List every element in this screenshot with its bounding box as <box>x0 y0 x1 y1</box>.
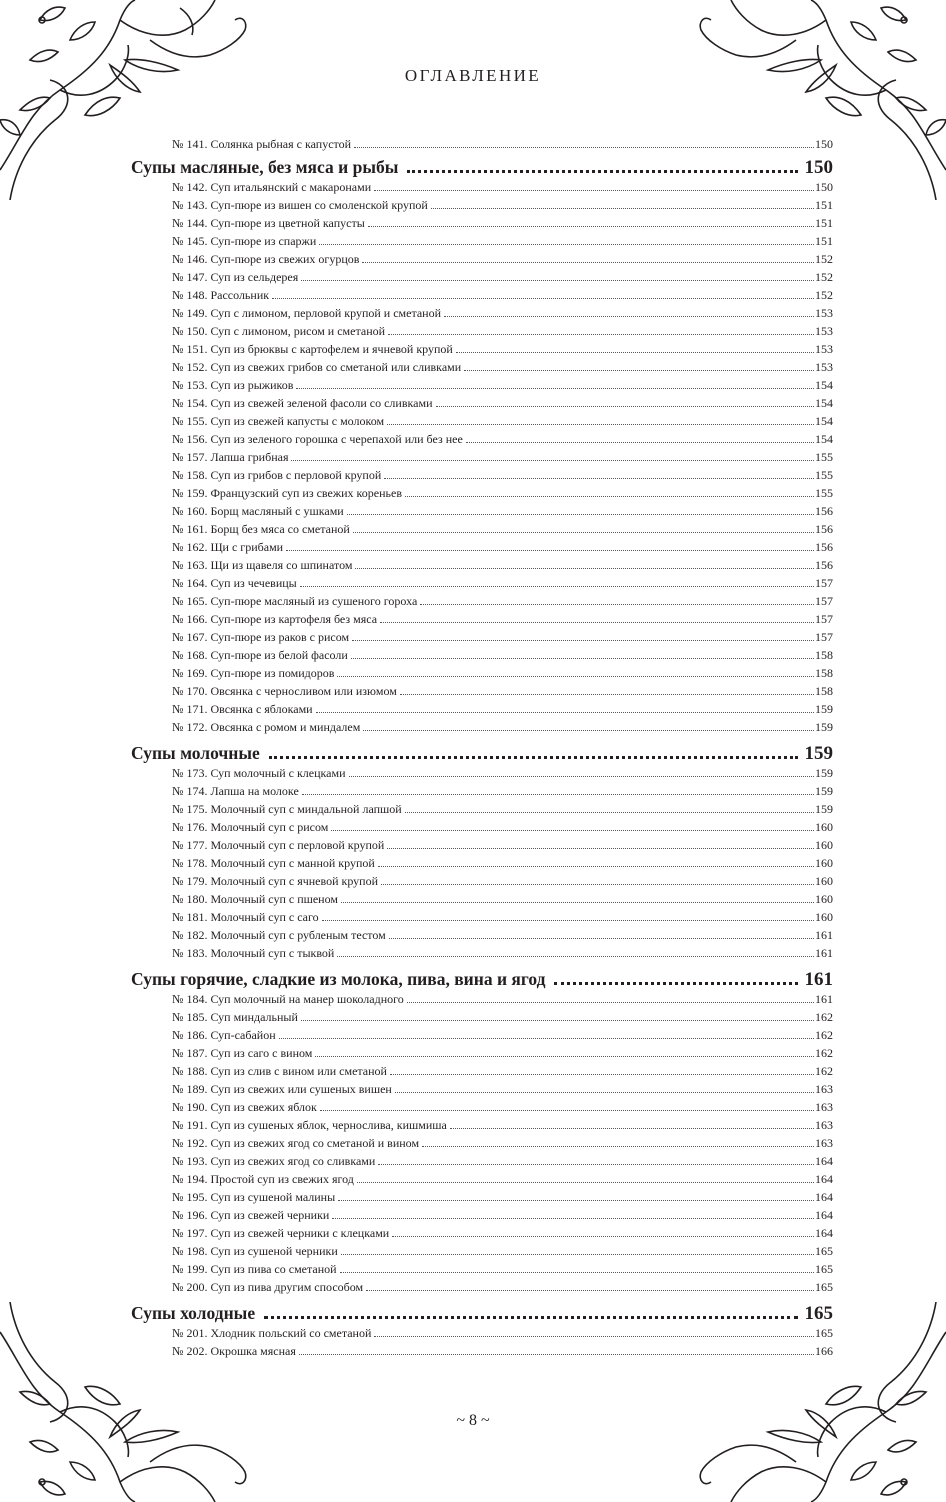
entry-title: № 167. Суп-пюре из раков с рисом <box>172 630 350 644</box>
page-ref: 151 <box>815 234 833 248</box>
entry-title: № 187. Суп из саго с вином <box>172 1046 313 1060</box>
dot-leader <box>315 1056 814 1057</box>
entry-title: № 185. Суп миндальный <box>172 1010 298 1024</box>
toc-entry[interactable] <box>131 340 833 358</box>
page-ref: 155 <box>815 468 833 482</box>
page-ref: 160 <box>815 910 833 924</box>
dot-leader <box>407 170 797 173</box>
toc-entry[interactable] <box>131 718 833 736</box>
toc-entry[interactable] <box>131 376 833 394</box>
page-ref: 153 <box>815 306 833 320</box>
toc-entry[interactable] <box>131 836 833 854</box>
toc-entry[interactable] <box>131 854 833 872</box>
dot-leader <box>279 1038 814 1039</box>
dot-leader <box>272 298 814 299</box>
page-ref: 161 <box>804 969 833 990</box>
toc-entry[interactable] <box>131 800 833 818</box>
toc-entry[interactable] <box>131 358 833 376</box>
entry-title: № 189. Суп из свежих или сушеных вишен <box>172 1082 392 1096</box>
page-ref: 156 <box>815 558 833 572</box>
dot-leader <box>347 514 814 515</box>
page-ref: 159 <box>815 766 833 780</box>
dot-leader <box>368 226 814 227</box>
dot-leader <box>422 1146 814 1147</box>
dot-leader <box>331 830 814 831</box>
entry-title: № 150. Суп с лимоном, рисом и сметаной <box>172 324 386 338</box>
page-ref: 155 <box>815 450 833 464</box>
toc-entry[interactable] <box>131 1062 833 1080</box>
entry-title: № 159. Французский суп из свежих кореньев <box>172 486 402 500</box>
page-ref: 160 <box>815 892 833 906</box>
entry-title: № 199. Суп из пива со сметаной <box>172 1262 337 1276</box>
page-ref: 150 <box>804 157 833 178</box>
dot-leader <box>301 280 814 281</box>
toc-entry[interactable] <box>131 502 833 520</box>
entry-title: № 179. Молочный суп с ячневой крупой <box>172 874 379 888</box>
dot-leader <box>366 1290 814 1291</box>
toc-entry[interactable] <box>131 538 833 556</box>
toc-entry[interactable] <box>131 990 833 1008</box>
toc-entry[interactable] <box>131 664 833 682</box>
toc-entry[interactable] <box>131 1170 833 1188</box>
entry-title: № 190. Суп из свежих яблок <box>172 1100 317 1114</box>
page-ref: 151 <box>815 198 833 212</box>
entry-title: № 197. Суп из свежей черники с клецками <box>172 1226 390 1240</box>
page-ref: 154 <box>815 414 833 428</box>
page-ref: 162 <box>815 1010 833 1024</box>
page-ref: 153 <box>815 342 833 356</box>
page-ref: 154 <box>815 432 833 446</box>
entry-title: № 188. Суп из слив с вином или сметаной <box>172 1064 387 1078</box>
toc-entry[interactable] <box>131 628 833 646</box>
section-title: Супы холодные <box>131 1303 256 1323</box>
entry-title: № 166. Суп-пюре из картофеля без мяса <box>172 612 378 626</box>
entry-title: № 162. Щи с грибами <box>172 540 284 554</box>
page-ref: 164 <box>815 1172 833 1186</box>
dot-leader <box>444 316 814 317</box>
toc-entry[interactable] <box>131 1098 833 1116</box>
dot-leader <box>362 262 814 263</box>
dot-leader <box>400 694 814 695</box>
dot-leader <box>322 920 814 921</box>
toc-entry[interactable] <box>131 818 833 836</box>
page-ref: 158 <box>815 684 833 698</box>
toc-entry[interactable] <box>131 926 833 944</box>
toc-entry[interactable] <box>131 484 833 502</box>
page-ref: 163 <box>815 1118 833 1132</box>
page-ref: 164 <box>815 1190 833 1204</box>
page-ref: 151 <box>815 216 833 230</box>
page-ref: 162 <box>815 1028 833 1042</box>
toc-entry[interactable] <box>131 250 833 268</box>
page-ref: 164 <box>815 1154 833 1168</box>
toc-section-heading[interactable] <box>131 742 833 764</box>
toc-entry[interactable] <box>131 448 833 466</box>
toc-entry[interactable] <box>131 1026 833 1044</box>
entry-title: № 196. Суп из свежей черники <box>172 1208 330 1222</box>
entry-title: № 186. Суп-сабайон <box>172 1028 276 1042</box>
toc-entry[interactable] <box>131 178 833 196</box>
dot-leader <box>387 424 814 425</box>
toc-entry[interactable] <box>131 1044 833 1062</box>
entry-title: № 154. Суп из свежей зеленой фасоли со сливками <box>172 396 433 410</box>
toc-entry[interactable] <box>131 944 833 962</box>
toc-entry[interactable] <box>131 214 833 232</box>
entry-title: № 183. Молочный суп с тыквой <box>172 946 335 960</box>
dot-leader <box>291 460 814 461</box>
dot-leader <box>466 442 814 443</box>
page-ref: 162 <box>815 1064 833 1078</box>
entry-title: № 182. Молочный суп с рубленым тестом <box>172 928 386 942</box>
dot-leader <box>338 1200 814 1201</box>
toc-entry[interactable] <box>131 610 833 628</box>
entry-title: № 178. Молочный суп с манной крупой <box>172 856 375 870</box>
toc-entry[interactable] <box>131 232 833 250</box>
page-ref: 156 <box>815 540 833 554</box>
page-ref: 159 <box>815 720 833 734</box>
entry-title: № 193. Суп из свежих ягод со сливками <box>172 1154 376 1168</box>
page-ref: 152 <box>815 252 833 266</box>
dot-leader <box>392 1236 814 1237</box>
dot-leader <box>464 370 814 371</box>
dot-leader <box>337 956 814 957</box>
toc-entry[interactable] <box>131 1116 833 1134</box>
entry-title: № 141. Солянка рыбная с капустой <box>172 137 352 151</box>
entry-title: № 165. Суп-пюре масляный из сушеного гороха <box>172 594 418 608</box>
dot-leader <box>363 730 814 731</box>
page-ref: 156 <box>815 504 833 518</box>
entry-title: № 163. Щи из щавеля со шпинатом <box>172 558 353 572</box>
dot-leader <box>286 550 814 551</box>
page-ref: 160 <box>815 856 833 870</box>
entry-title: № 174. Лапша на молоке <box>172 784 299 798</box>
toc-entry[interactable] <box>131 890 833 908</box>
entry-title: № 153. Суп из рыжиков <box>172 378 294 392</box>
entry-title: № 160. Борщ масляный с ушками <box>172 504 344 518</box>
page-ref: 157 <box>815 612 833 626</box>
entry-title: № 202. Окрошка мясная <box>172 1344 296 1358</box>
dot-leader <box>320 1110 814 1111</box>
page-ref: 165 <box>815 1244 833 1258</box>
section-title: Супы молочные <box>131 743 260 763</box>
dot-leader <box>301 1020 814 1021</box>
toc-entry[interactable] <box>131 520 833 538</box>
dot-leader <box>264 1316 797 1319</box>
entry-title: № 168. Суп-пюре из белой фасоли <box>172 648 348 662</box>
dot-leader <box>436 406 815 407</box>
section-title: Супы горячие, сладкие из молока, пива, вина и ягод <box>131 969 546 989</box>
entry-title: № 157. Лапша грибная <box>172 450 289 464</box>
dot-leader <box>341 1254 814 1255</box>
entry-title: № 152. Суп из свежих грибов со сметаной или сливками <box>172 360 462 374</box>
toc-entry[interactable] <box>131 268 833 286</box>
entry-title: № 155. Суп из свежей капусты с молоком <box>172 414 385 428</box>
page-ref: 159 <box>815 802 833 816</box>
dot-leader <box>407 1002 814 1003</box>
toc-entry[interactable] <box>131 1224 833 1242</box>
page-ref: 159 <box>815 702 833 716</box>
toc-section-heading[interactable] <box>131 156 833 178</box>
dot-leader <box>405 812 814 813</box>
toc-entry[interactable] <box>131 646 833 664</box>
entry-title: № 143. Суп-пюре из вишен со смоленской крупой <box>172 198 428 212</box>
page-ref: 158 <box>815 648 833 662</box>
toc-entry[interactable] <box>131 1080 833 1098</box>
toc-entry[interactable] <box>131 556 833 574</box>
page-ref: 165 <box>815 1326 833 1340</box>
dot-leader <box>380 622 814 623</box>
page-ref: 158 <box>815 666 833 680</box>
toc-entry[interactable] <box>131 1206 833 1224</box>
entry-title: № 173. Суп молочный с клецками <box>172 766 346 780</box>
dot-leader <box>387 848 814 849</box>
page-ref: 161 <box>815 928 833 942</box>
dot-leader <box>420 604 814 605</box>
toc-entry[interactable] <box>131 682 833 700</box>
entry-title: № 149. Суп с лимоном, перловой крупой и сметаной <box>172 306 442 320</box>
dot-leader <box>300 586 814 587</box>
toc-entry[interactable] <box>131 782 833 800</box>
page-ref: 163 <box>815 1082 833 1096</box>
entry-title: № 161. Борщ без мяса со сметаной <box>172 522 350 536</box>
toc-entry[interactable] <box>131 1134 833 1152</box>
page-ref: 166 <box>815 1344 833 1358</box>
page-ref: 150 <box>815 180 833 194</box>
entry-title: № 194. Простой суп из свежих ягод <box>172 1172 354 1186</box>
toc-entry[interactable] <box>131 764 833 782</box>
entry-title: № 147. Суп из сельдерея <box>172 270 299 284</box>
entry-title: № 200. Суп из пива другим способом <box>172 1280 364 1294</box>
toc-entry[interactable] <box>131 1152 833 1170</box>
entry-title: № 180. Молочный суп с пшеном <box>172 892 338 906</box>
toc-entry[interactable] <box>131 574 833 592</box>
page-ref: 157 <box>815 630 833 644</box>
page-ref: 159 <box>804 743 833 764</box>
page-ref: 160 <box>815 820 833 834</box>
page-ref: 163 <box>815 1100 833 1114</box>
dot-leader <box>337 676 814 677</box>
toc-section-heading[interactable] <box>131 1302 833 1324</box>
toc-entry[interactable] <box>131 466 833 484</box>
dot-leader <box>431 208 814 209</box>
page-title: ОГЛАВЛЕНИЕ <box>404 66 542 85</box>
dot-leader <box>357 1182 814 1183</box>
page-ref: 160 <box>815 838 833 852</box>
entry-title: № 172. Овсянка с ромом и миндалем <box>172 720 361 734</box>
entry-title: № 191. Суп из сушеных яблок, чернослива, кишмиша <box>172 1118 447 1132</box>
page-ref: 153 <box>815 324 833 338</box>
dot-leader <box>378 866 814 867</box>
page-ref: 165 <box>815 1262 833 1276</box>
dot-leader <box>340 1272 814 1273</box>
dot-leader <box>355 568 814 569</box>
dot-leader <box>390 1074 814 1075</box>
entry-title: № 146. Суп-пюре из свежих огурцов <box>172 252 360 266</box>
page-ref: 150 <box>815 137 833 151</box>
entry-title: № 151. Суп из брюквы с картофелем и ячневой крупой <box>172 342 453 356</box>
toc-entry[interactable] <box>131 1278 833 1296</box>
section-title: Супы масляные, без мяса и рыбы <box>131 157 399 177</box>
dot-leader <box>351 658 814 659</box>
entry-title: № 158. Суп из грибов с перловой крупой <box>172 468 382 482</box>
dot-leader <box>352 640 814 641</box>
toc-entry[interactable] <box>131 286 833 304</box>
toc-entry[interactable] <box>131 394 833 412</box>
dot-leader <box>341 902 814 903</box>
entry-title: № 198. Суп из сушеной черники <box>172 1244 338 1258</box>
entry-title: № 156. Суп из зеленого горошка с черепахой или без нее <box>172 432 463 446</box>
page-ref: 162 <box>815 1046 833 1060</box>
dot-leader <box>332 1218 814 1219</box>
dot-leader <box>381 884 814 885</box>
table-of-contents <box>131 135 833 1360</box>
dot-leader <box>388 334 814 335</box>
dot-leader <box>395 1092 814 1093</box>
entry-title: № 201. Хлодник польский со сметаной <box>172 1326 372 1340</box>
entry-title: № 177. Молочный суп с перловой крупой <box>172 838 385 852</box>
toc-entry[interactable] <box>131 1008 833 1026</box>
dot-leader <box>316 712 814 713</box>
dot-leader <box>374 190 814 191</box>
toc-entry[interactable] <box>131 1342 833 1360</box>
entry-title: № 145. Суп-пюре из спаржи <box>172 234 317 248</box>
entry-title: № 181. Молочный суп с саго <box>172 910 319 924</box>
toc-entry[interactable] <box>131 872 833 890</box>
page-ref: 156 <box>815 522 833 536</box>
dot-leader <box>296 388 814 389</box>
entry-title: № 195. Суп из сушеной малины <box>172 1190 336 1204</box>
page-ref: 154 <box>815 378 833 392</box>
toc-entry[interactable] <box>131 196 833 214</box>
entry-title: № 171. Овсянка с яблоками <box>172 702 313 716</box>
dot-leader <box>349 776 814 777</box>
entry-title: № 184. Суп молочный на манер шоколадного <box>172 992 404 1006</box>
entry-title: № 170. Овсянка с черносливом или изюмом <box>172 684 397 698</box>
dot-leader <box>450 1128 814 1129</box>
toc-entry[interactable] <box>131 908 833 926</box>
entry-title: № 175. Молочный суп с миндальной лапшой <box>172 802 402 816</box>
page-ref: 161 <box>815 992 833 1006</box>
dot-leader <box>405 496 814 497</box>
dot-leader <box>354 147 814 148</box>
page-ref: 163 <box>815 1136 833 1150</box>
page-ref: 152 <box>815 288 833 302</box>
dot-leader <box>456 352 814 353</box>
page-ref: 153 <box>815 360 833 374</box>
entry-title: № 164. Суп из чечевицы <box>172 576 297 590</box>
page-number: ~ 8 ~ <box>456 1412 490 1429</box>
dot-leader <box>554 982 797 985</box>
page-ref: 165 <box>804 1303 833 1324</box>
toc-entry[interactable] <box>131 1324 833 1342</box>
toc-entry[interactable] <box>131 412 833 430</box>
entry-title: № 148. Рассольник <box>172 288 270 302</box>
entry-title: № 144. Суп-пюре из цветной капусты <box>172 216 365 230</box>
page-ref: 157 <box>815 576 833 590</box>
toc-entry[interactable] <box>131 135 833 153</box>
toc-section-heading[interactable] <box>131 968 833 990</box>
entry-title: № 192. Суп из свежих ягод со сметаной и вином <box>172 1136 420 1150</box>
page-ref: 155 <box>815 486 833 500</box>
dot-leader <box>269 756 798 759</box>
toc-entry[interactable] <box>131 700 833 718</box>
page-ref: 161 <box>815 946 833 960</box>
page-ref: 165 <box>815 1280 833 1294</box>
entry-title: № 169. Суп-пюре из помидоров <box>172 666 335 680</box>
toc-entry[interactable] <box>131 322 833 340</box>
dot-leader <box>302 794 814 795</box>
dot-leader <box>389 938 814 939</box>
toc-entry[interactable] <box>131 430 833 448</box>
dot-leader <box>384 478 814 479</box>
page-ref: 160 <box>815 874 833 888</box>
dot-leader <box>374 1336 814 1337</box>
page-ref: 164 <box>815 1208 833 1222</box>
page-ref: 164 <box>815 1226 833 1240</box>
entry-title: № 142. Суп итальянский с макаронами <box>172 180 372 194</box>
dot-leader <box>378 1164 814 1165</box>
page-ref: 157 <box>815 594 833 608</box>
page-ref: 152 <box>815 270 833 284</box>
dot-leader <box>353 532 814 533</box>
toc-entry[interactable] <box>131 1188 833 1206</box>
page-ref: 159 <box>815 784 833 798</box>
toc-entry[interactable] <box>131 304 833 322</box>
toc-entry[interactable] <box>131 592 833 610</box>
toc-entry[interactable] <box>131 1260 833 1278</box>
page-ref: 154 <box>815 396 833 410</box>
toc-entry[interactable] <box>131 1242 833 1260</box>
dot-leader <box>299 1354 814 1355</box>
dot-leader <box>319 244 814 245</box>
entry-title: № 176. Молочный суп с рисом <box>172 820 329 834</box>
